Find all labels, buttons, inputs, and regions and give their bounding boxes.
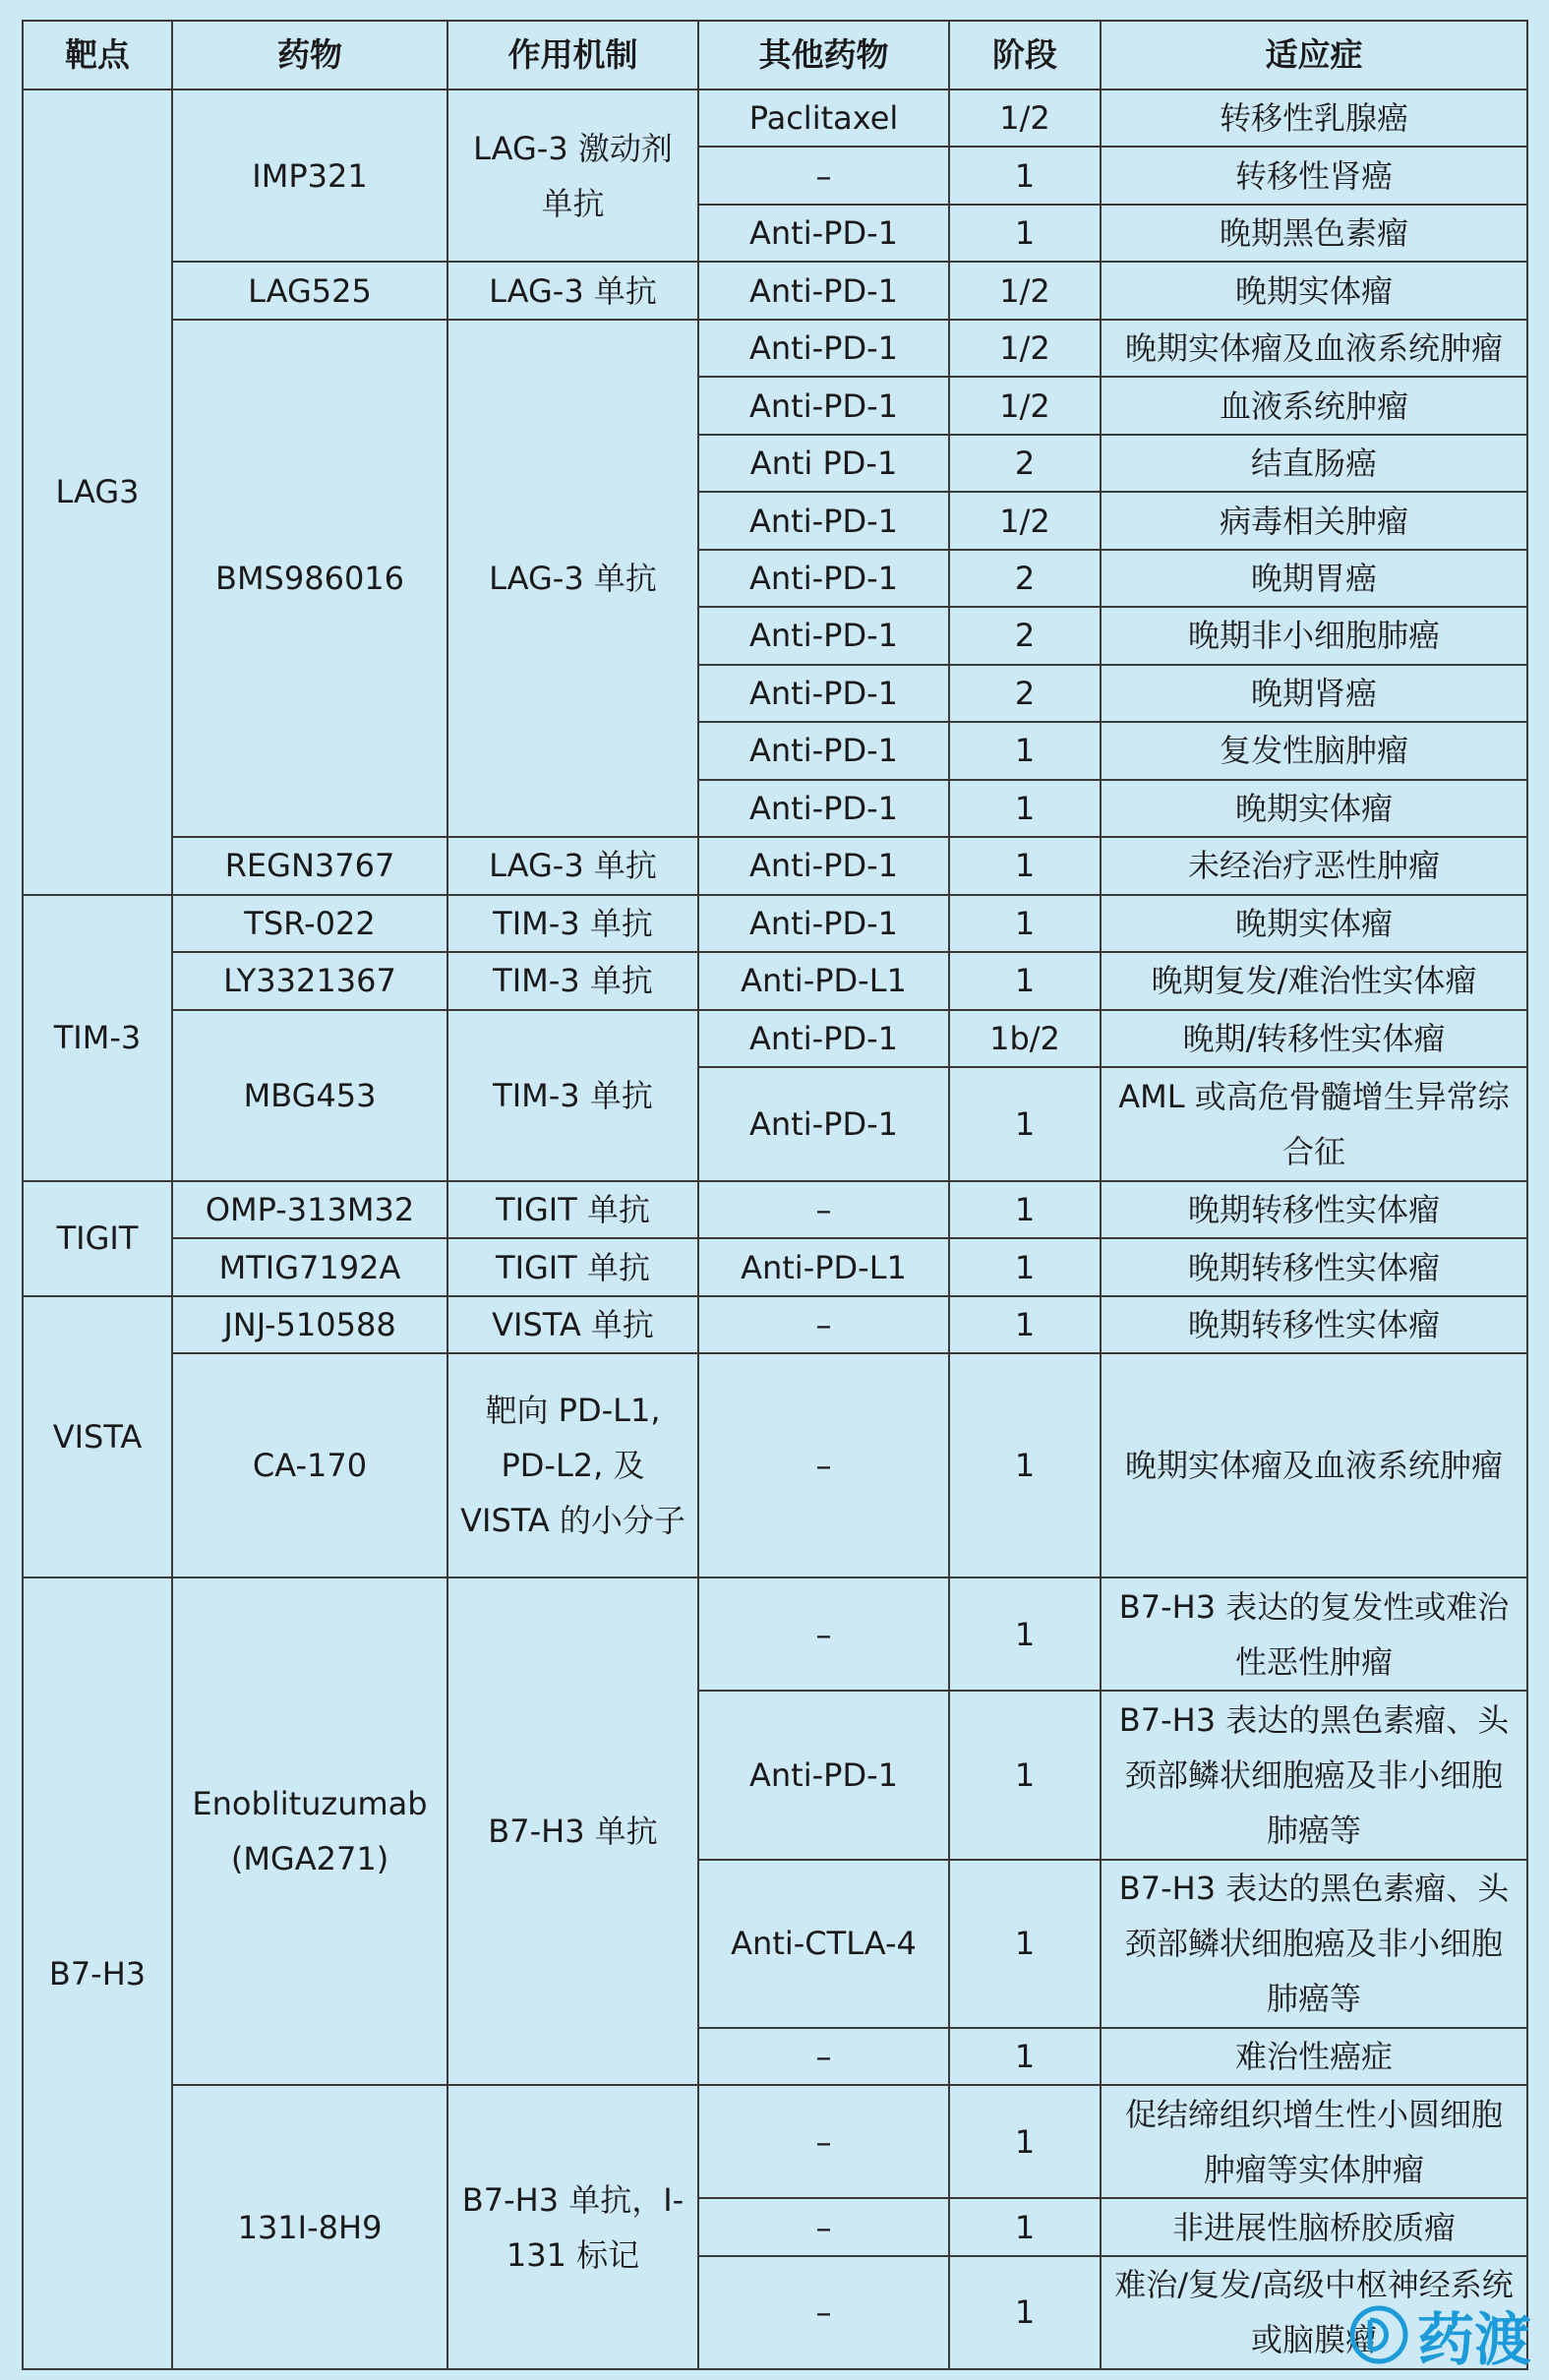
drug-cell: Enoblituzumab (MGA271) — [172, 1577, 447, 2085]
indication-cell: 促结缔组织增生性小圆细胞肿瘤等实体肿瘤 — [1101, 2085, 1527, 2198]
phase-cell: 1 — [949, 1577, 1101, 1691]
indication-cell: B7-H3 表达的黑色素瘤、头颈部鳞状细胞癌及非小细胞肺癌等 — [1101, 1691, 1527, 1859]
indication-cell: 病毒相关肿瘤 — [1101, 492, 1527, 549]
indication-cell: 晚期实体瘤 — [1101, 895, 1527, 952]
mechanism-cell: VISTA 单抗 — [447, 1296, 698, 1353]
indication-cell: 非进展性脑桥胶质瘤 — [1101, 2198, 1527, 2255]
other-drug-cell: Anti-PD-1 — [698, 550, 949, 607]
mechanism-cell: 靶向 PD-L1, PD-L2, 及 VISTA 的小分子 — [447, 1353, 698, 1577]
table-row — [23, 837, 1527, 894]
drug-cell: OMP-313M32 — [172, 1181, 447, 1238]
target-cell: VISTA — [23, 1296, 172, 1577]
header-indication: 适应症 — [1101, 21, 1527, 89]
phase-cell: 2 — [949, 665, 1101, 722]
mechanism-cell: LAG-3 激动剂单抗 — [447, 89, 698, 262]
other-drug-cell: Anti-PD-L1 — [698, 1238, 949, 1295]
other-drug-cell: – — [698, 2028, 949, 2085]
indication-cell: 难治性癌症 — [1101, 2028, 1527, 2085]
table-row — [23, 1181, 1527, 1238]
phase-cell: 1 — [949, 1860, 1101, 2028]
other-drug-cell: Anti-PD-1 — [698, 205, 949, 262]
header-drug: 药物 — [172, 21, 447, 89]
phase-cell: 1 — [949, 722, 1101, 779]
other-drug-cell: Anti-PD-1 — [698, 895, 949, 952]
indication-cell: 复发性脑肿瘤 — [1101, 722, 1527, 779]
table-row — [23, 895, 1527, 952]
drug-cell: JNJ-510588 — [172, 1296, 447, 1353]
target-cell: B7-H3 — [23, 1577, 172, 2369]
mechanism-cell: LAG-3 单抗 — [447, 320, 698, 837]
phase-cell: 1b/2 — [949, 1010, 1101, 1067]
phase-cell: 1/2 — [949, 377, 1101, 434]
other-drug-cell: – — [698, 1181, 949, 1238]
drug-cell: IMP321 — [172, 89, 447, 262]
indication-cell: B7-H3 表达的复发性或难治性恶性肿瘤 — [1101, 1577, 1527, 1691]
indication-cell: 晚期肾癌 — [1101, 665, 1527, 722]
watermark-logo — [1348, 2293, 1531, 2376]
target-cell: TIM-3 — [23, 895, 172, 1181]
other-drug-cell: – — [698, 2256, 949, 2369]
table-row — [23, 89, 1527, 147]
indication-cell: 晚期复发/难治性实体瘤 — [1101, 952, 1527, 1009]
other-drug-cell: Anti-PD-1 — [698, 320, 949, 377]
phase-cell: 1 — [949, 1691, 1101, 1859]
phase-cell: 1 — [949, 147, 1101, 204]
target-cell: LAG3 — [23, 89, 172, 895]
other-drug-cell: Anti PD-1 — [698, 435, 949, 492]
logo-text: 药渡 — [1416, 2306, 1531, 2373]
other-drug-cell: Anti-PD-1 — [698, 492, 949, 549]
header-target: 靶点 — [23, 21, 172, 89]
indication-cell: 转移性乳腺癌 — [1101, 89, 1527, 147]
indication-cell: 晚期转移性实体瘤 — [1101, 1181, 1527, 1238]
other-drug-cell: – — [698, 1353, 949, 1577]
other-drug-cell: – — [698, 1296, 949, 1353]
other-drug-cell: – — [698, 147, 949, 204]
phase-cell: 1 — [949, 205, 1101, 262]
header-mechanism: 作用机制 — [447, 21, 698, 89]
drug-cell: MTIG7192A — [172, 1238, 447, 1295]
header-other-drugs: 其他药物 — [698, 21, 949, 89]
indication-cell: 转移性肾癌 — [1101, 147, 1527, 204]
phase-cell: 2 — [949, 607, 1101, 664]
other-drug-cell: – — [698, 1577, 949, 1691]
indication-cell: 晚期/转移性实体瘤 — [1101, 1010, 1527, 1067]
drug-cell: BMS986016 — [172, 320, 447, 837]
indication-cell: 晚期实体瘤及血液系统肿瘤 — [1101, 1353, 1527, 1577]
other-drug-cell: Anti-PD-L1 — [698, 952, 949, 1009]
drug-cell: LY3321367 — [172, 952, 447, 1009]
drug-cell: TSR-022 — [172, 895, 447, 952]
drug-cell: 131I-8H9 — [172, 2085, 447, 2369]
phase-cell: 1 — [949, 780, 1101, 837]
indication-cell: 未经治疗恶性肿瘤 — [1101, 837, 1527, 894]
other-drug-cell: Anti-PD-1 — [698, 377, 949, 434]
phase-cell: 1 — [949, 2028, 1101, 2085]
mechanism-cell: TIGIT 单抗 — [447, 1181, 698, 1238]
mechanism-cell: LAG-3 单抗 — [447, 262, 698, 319]
other-drug-cell: Paclitaxel — [698, 89, 949, 147]
other-drug-cell: Anti-PD-1 — [698, 262, 949, 319]
mechanism-cell: LAG-3 单抗 — [447, 837, 698, 894]
phase-cell: 1/2 — [949, 492, 1101, 549]
indication-cell: 晚期实体瘤及血液系统肿瘤 — [1101, 320, 1527, 377]
other-drug-cell: Anti-PD-1 — [698, 780, 949, 837]
phase-cell: 1/2 — [949, 262, 1101, 319]
mechanism-cell: B7-H3 单抗 — [447, 1577, 698, 2085]
other-drug-cell: Anti-PD-1 — [698, 1691, 949, 1859]
other-drug-cell: – — [698, 2085, 949, 2198]
mechanism-cell: TIM-3 单抗 — [447, 895, 698, 952]
clinical-trials-table — [22, 20, 1528, 2370]
mechanism-cell: B7-H3 单抗，I-131 标记 — [447, 2085, 698, 2369]
phase-cell: 2 — [949, 550, 1101, 607]
phase-cell: 1 — [949, 895, 1101, 952]
indication-cell: B7-H3 表达的黑色素瘤、头颈部鳞状细胞癌及非小细胞肺癌等 — [1101, 1860, 1527, 2028]
indication-cell: 晚期实体瘤 — [1101, 780, 1527, 837]
table-row — [23, 1238, 1527, 1295]
phase-cell: 1/2 — [949, 89, 1101, 147]
mechanism-cell: TIM-3 单抗 — [447, 1010, 698, 1181]
phase-cell: 1 — [949, 2198, 1101, 2255]
table-row — [23, 1577, 1527, 1691]
table-row — [23, 320, 1527, 377]
phase-cell: 1 — [949, 2085, 1101, 2198]
indication-cell: AML 或高危骨髓增生异常综合征 — [1101, 1067, 1527, 1181]
phase-cell: 1 — [949, 2256, 1101, 2369]
indication-cell: 难治/复发/高级中枢神经系统或脑膜瘤 — [1101, 2256, 1527, 2369]
table-row — [23, 262, 1527, 319]
other-drug-cell: Anti-PD-1 — [698, 1010, 949, 1067]
indication-cell: 晚期实体瘤 — [1101, 262, 1527, 319]
indication-cell: 晚期非小细胞肺癌 — [1101, 607, 1527, 664]
table-row — [23, 2085, 1527, 2198]
other-drug-cell: Anti-PD-1 — [698, 1067, 949, 1181]
phase-cell: 1 — [949, 1067, 1101, 1181]
indication-cell: 晚期胃癌 — [1101, 550, 1527, 607]
header-row — [23, 21, 1527, 89]
drug-cell: REGN3767 — [172, 837, 447, 894]
phase-cell: 1 — [949, 837, 1101, 894]
other-drug-cell: Anti-CTLA-4 — [698, 1860, 949, 2028]
indication-cell: 晚期黑色素瘤 — [1101, 205, 1527, 262]
indication-cell: 晚期转移性实体瘤 — [1101, 1296, 1527, 1353]
table-row — [23, 1010, 1527, 1067]
indication-cell: 血液系统肿瘤 — [1101, 377, 1527, 434]
drug-cell: LAG525 — [172, 262, 447, 319]
table-row — [23, 1296, 1527, 1353]
phase-cell: 1/2 — [949, 320, 1101, 377]
other-drug-cell: Anti-PD-1 — [698, 837, 949, 894]
other-drug-cell: Anti-PD-1 — [698, 722, 949, 779]
phase-cell: 1 — [949, 1238, 1101, 1295]
phase-cell: 1 — [949, 952, 1101, 1009]
table-row — [23, 952, 1527, 1009]
phase-cell: 1 — [949, 1296, 1101, 1353]
phase-cell: 2 — [949, 435, 1101, 492]
drug-cell: CA-170 — [172, 1353, 447, 1577]
table-row — [23, 1353, 1527, 1577]
phase-cell: 1 — [949, 1353, 1101, 1577]
indication-cell: 晚期转移性实体瘤 — [1101, 1238, 1527, 1295]
mechanism-cell: TIM-3 单抗 — [447, 952, 698, 1009]
phase-cell: 1 — [949, 1181, 1101, 1238]
other-drug-cell: Anti-PD-1 — [698, 607, 949, 664]
other-drug-cell: Anti-PD-1 — [698, 665, 949, 722]
indication-cell: 结直肠癌 — [1101, 435, 1527, 492]
mechanism-cell: TIGIT 单抗 — [447, 1238, 698, 1295]
target-cell: TIGIT — [23, 1181, 172, 1296]
other-drug-cell: – — [698, 2198, 949, 2255]
header-phase: 阶段 — [949, 21, 1101, 89]
logo-icon — [1348, 2304, 1409, 2365]
drug-cell: MBG453 — [172, 1010, 447, 1181]
